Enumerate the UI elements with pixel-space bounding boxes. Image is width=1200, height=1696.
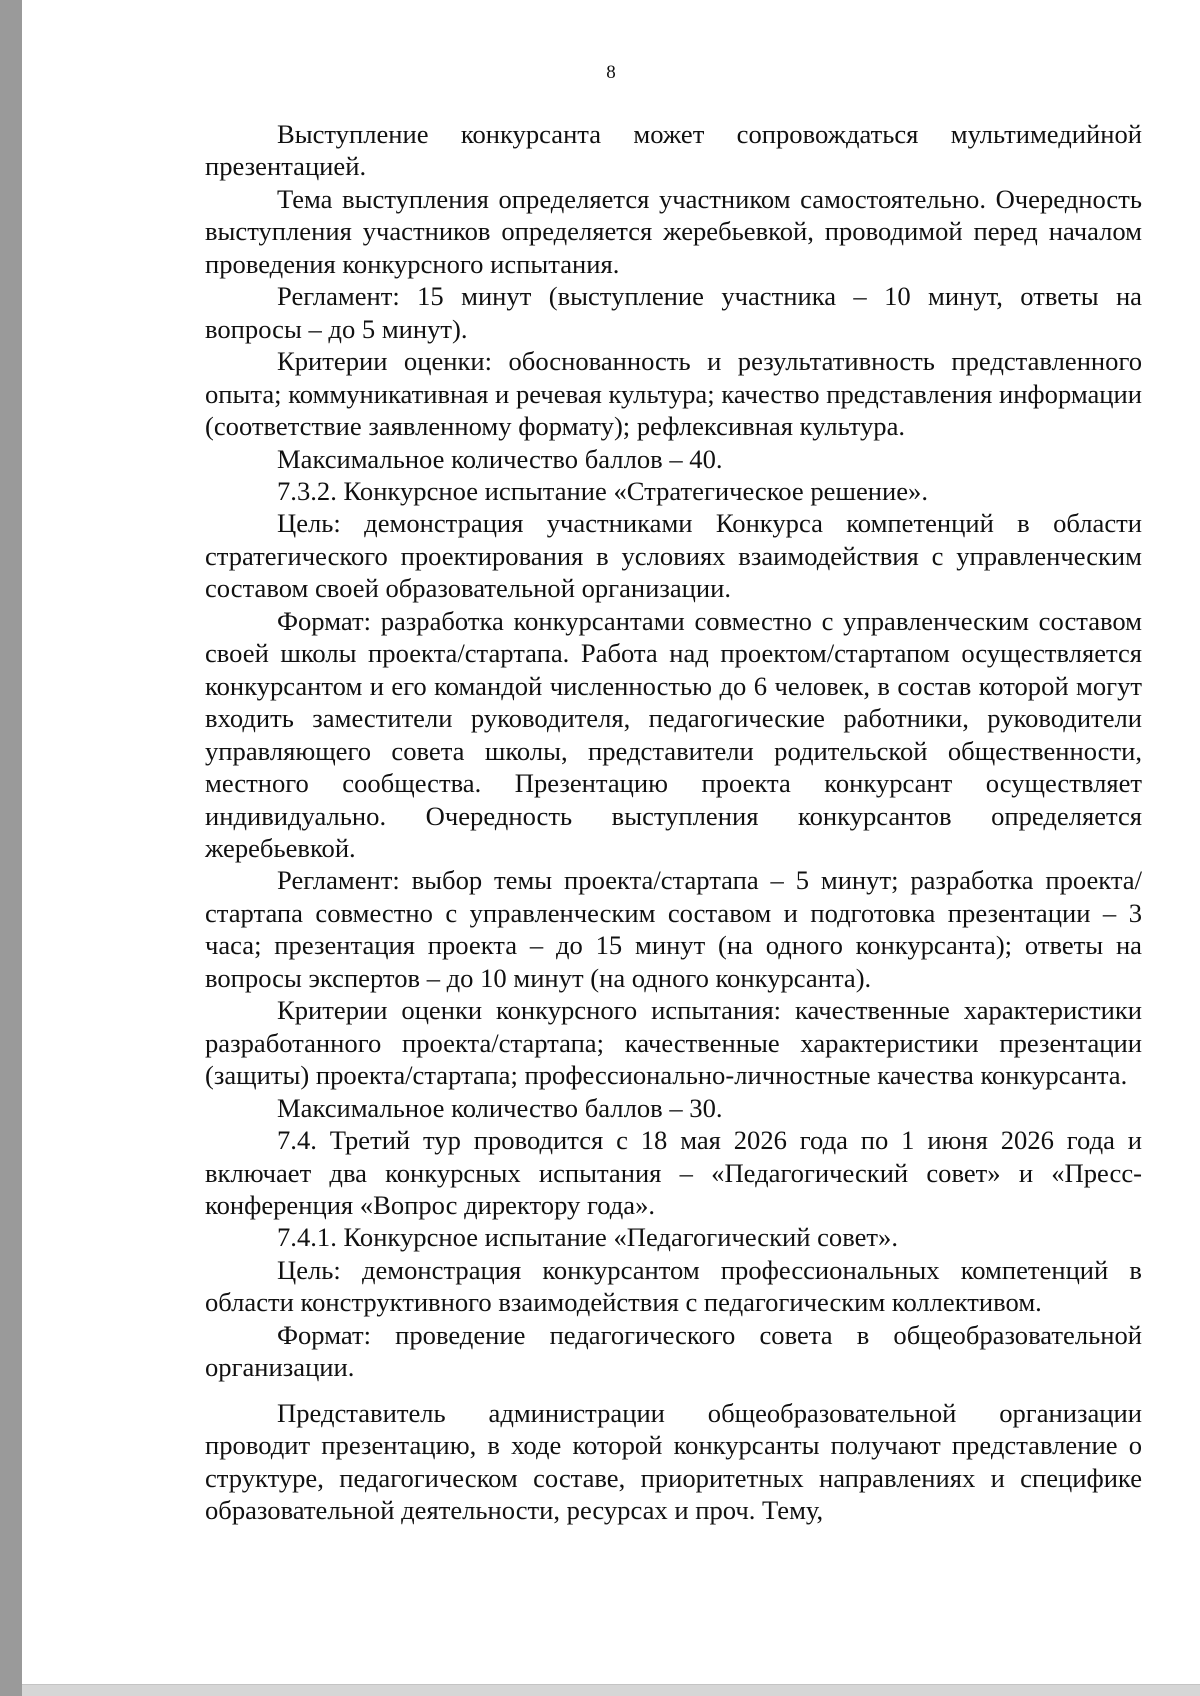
section-heading: 7.4.1. Конкурсное испытание «Педагогический совет». — [277, 1222, 898, 1253]
paragraph: Тема выступления определяется участником самостоятельно. Очередность выступления участников определяется жеребьевкой, проводимой перед началом проведения конкурсного испытания. — [205, 183, 1142, 279]
paragraph: Выступление конкурсанта может сопровождаться мультимедийной презентацией. — [205, 119, 1142, 182]
paragraph: Цель: демонстрация конкурсантом профессиональных компетенций в области конструктивного взаимодействия с педагогическим коллективом. — [205, 1254, 1142, 1318]
paragraph: Критерии оценки: обоснованность и результативность представленного опыта; коммуникативная и речевая культура; качество представления информации (соответствие заявленному формату); рефлексивная культура. — [205, 346, 1142, 442]
page-number: 8 — [606, 62, 616, 83]
viewer-bottom-border — [22, 1684, 1200, 1696]
paragraph: Представитель администрации общеобразовательной организации проводит презентацию, в ходе которой конкурсанты получают представление о структуре, педагогическом составе, приоритетных направлениях и специфике образовательной деятельности, ресурсах и проч. Тему, — [205, 1397, 1142, 1526]
paragraph: Максимальное количество баллов – 30. — [277, 1092, 723, 1123]
section-heading: 7.3.2. Конкурсное испытание «Стратегическое решение». — [277, 475, 928, 506]
viewer-left-border — [0, 0, 22, 1696]
paragraph: Цель: демонстрация участниками Конкурса компетенций в области стратегического проектирования в условиях взаимодействия с управленческим составом своей образовательной организации. — [205, 508, 1142, 604]
document-page — [22, 0, 1200, 1696]
page-text — [205, 118, 1142, 1526]
paragraph: Максимальное количество баллов – 40. — [277, 443, 723, 474]
paragraph: Регламент: выбор темы проекта/стартапа – 5 минут; разработка проекта/стартапа совместно с управленческим составом и подготовка презентации – 3 часа; презентация проекта – до 15 минут (на одного конкурсанта); ответы на вопросы экспертов – до 10 минут (на одного конкурсанта). — [205, 865, 1142, 993]
paragraph: Регламент: 15 минут (выступление участника – 10 минут, ответы на вопросы – до 5 минут). — [205, 281, 1142, 344]
section-paragraph: 7.4. Третий тур проводится с 18 мая 2026 года по 1 июня 2026 года и включает два конкурсных испытания – «Педагогический совет» и «Пресс-конференция «Вопрос директору года». — [205, 1125, 1142, 1220]
paragraph: Формат: проведение педагогического совета в общеобразовательной организации. — [205, 1319, 1142, 1383]
paragraph: Формат: разработка конкурсантами совместно с управленческим составом своей школы проекта/стартапа. Работа над проектом/стартапом осуществляется конкурсантом и его командой численностью до 6 человек, в состав которой могут входить заместители руководителя, педагогические работники, руководители управляющего совета школы, представители родительской общественности, местного сообщества. Презентацию проекта конкурсант осуществляет индивидуально. Очередность выступления конкурсантов определяется жеребьевкой. — [205, 605, 1142, 863]
paragraph: Критерии оценки конкурсного испытания: качественные характеристики разработанного проекта/стартапа; качественные характеристики презентации (защиты) проекта/стартапа; профессионально-личностные качества конкурсанта. — [205, 995, 1142, 1091]
